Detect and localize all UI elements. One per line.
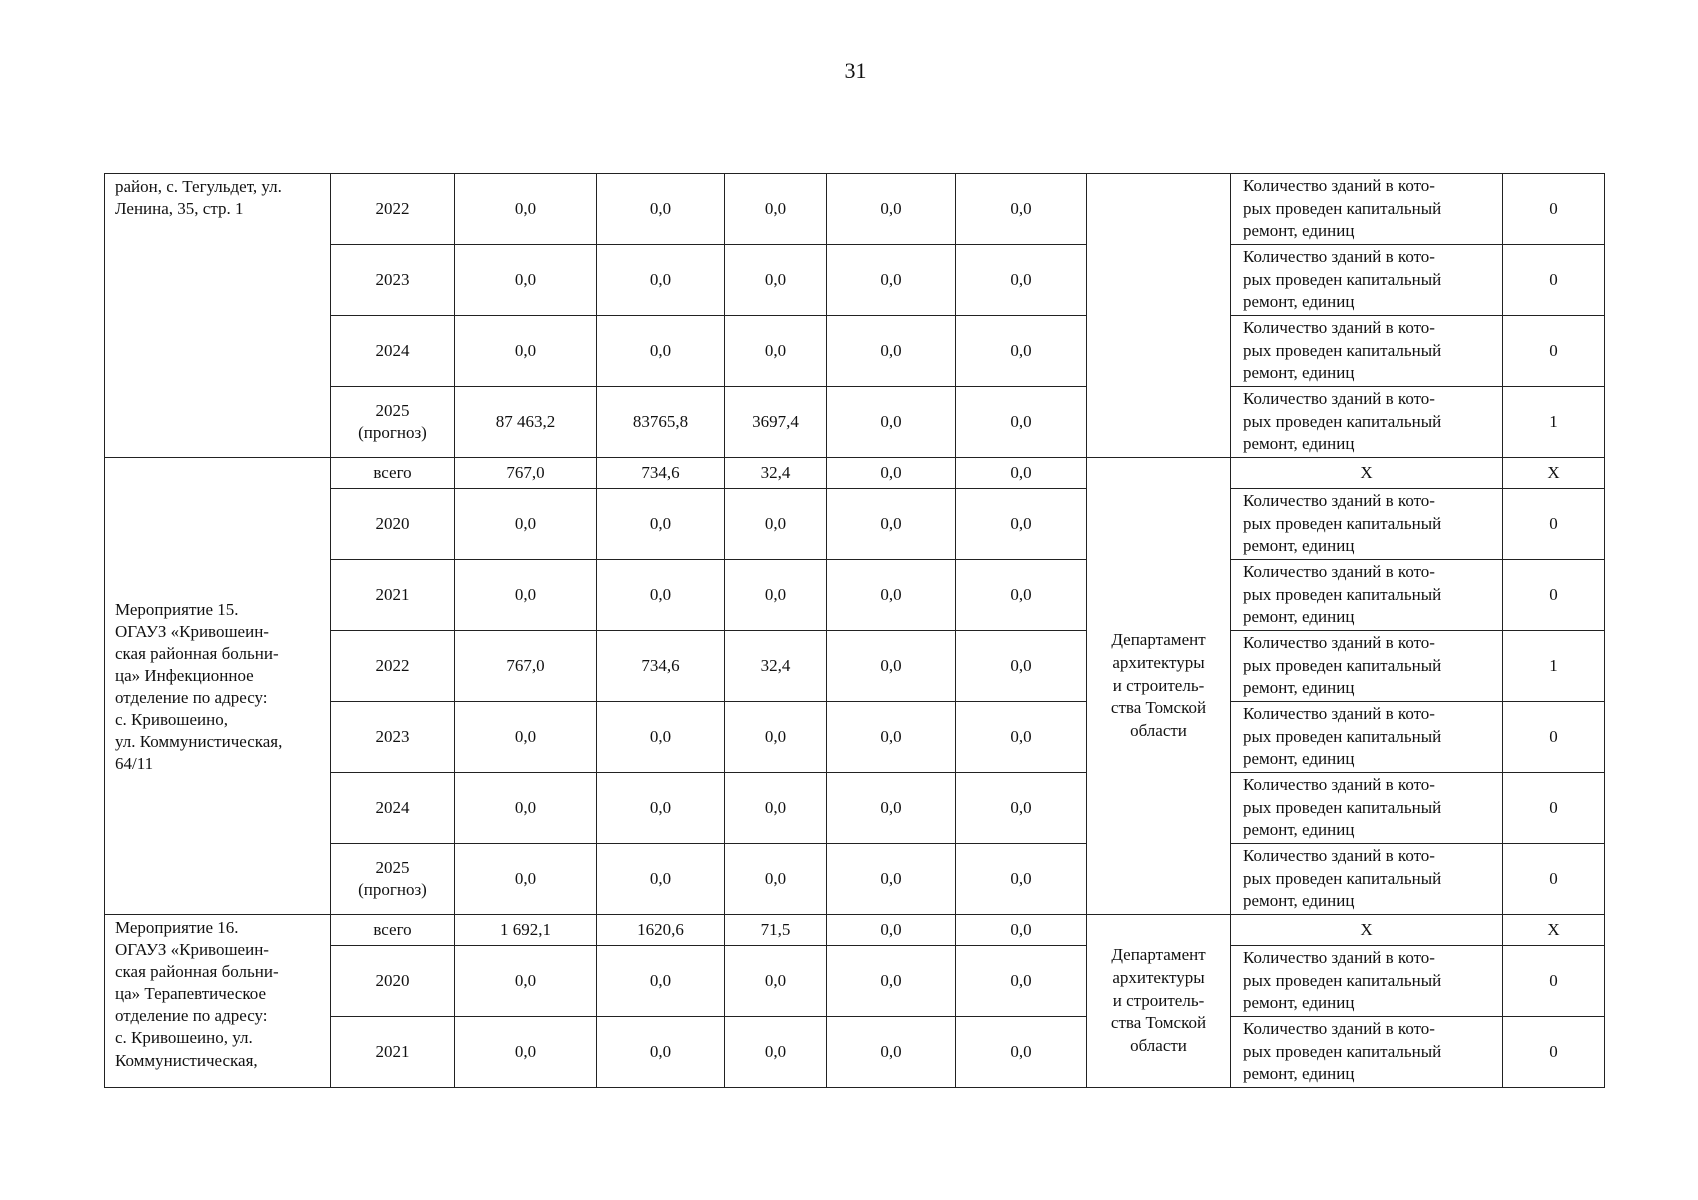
- indicator-cell: Количество зданий в кото- рых проведен капитальный ремонт, единиц: [1231, 1017, 1503, 1088]
- table-row: [105, 174, 1605, 245]
- federal-cell: 0,0: [597, 245, 725, 316]
- local-cell: 0,0: [827, 387, 956, 458]
- activity-name-cell: Мероприятие 15. ОГАУЗ «Кривошеин- ская районная больни- ца» Инфекционное отделение по адресу: с. Кривошеино, ул. Коммунистическая, 64/11: [105, 458, 331, 915]
- local-cell: 0,0: [827, 631, 956, 702]
- indicator-value-cell: 0: [1503, 560, 1605, 631]
- regional-cell: 3697,4: [725, 387, 827, 458]
- indicator-cell: Количество зданий в кото- рых проведен капитальный ремонт, единиц: [1231, 631, 1503, 702]
- other-cell: 0,0: [956, 316, 1087, 387]
- local-cell: 0,0: [827, 946, 956, 1017]
- indicator-cell: Количество зданий в кото- рых проведен капитальный ремонт, единиц: [1231, 174, 1503, 245]
- other-cell: 0,0: [956, 702, 1087, 773]
- federal-cell: 0,0: [597, 316, 725, 387]
- total-cell: 0,0: [455, 489, 597, 560]
- other-cell: 0,0: [956, 458, 1087, 489]
- department-cell: Департамент архитектуры и строитель- ства Томской области: [1087, 915, 1231, 1088]
- local-cell: 0,0: [827, 458, 956, 489]
- local-cell: 0,0: [827, 1017, 956, 1088]
- total-cell: 0,0: [455, 844, 597, 915]
- federal-cell: 1620,6: [597, 915, 725, 946]
- total-cell: 0,0: [455, 1017, 597, 1088]
- year-cell: 2021: [331, 560, 455, 631]
- local-cell: 0,0: [827, 489, 956, 560]
- year-cell: 2025 (прогноз): [331, 387, 455, 458]
- indicator-cell: Количество зданий в кото- рых проведен капитальный ремонт, единиц: [1231, 560, 1503, 631]
- regional-cell: 0,0: [725, 245, 827, 316]
- regional-cell: 32,4: [725, 631, 827, 702]
- year-cell: 2023: [331, 245, 455, 316]
- indicator-cell: Количество зданий в кото- рых проведен капитальный ремонт, единиц: [1231, 946, 1503, 1017]
- regional-cell: 0,0: [725, 946, 827, 1017]
- indicator-cell: Количество зданий в кото- рых проведен капитальный ремонт, единиц: [1231, 489, 1503, 560]
- regional-cell: 0,0: [725, 316, 827, 387]
- indicator-value-cell: 0: [1503, 489, 1605, 560]
- total-cell: 1 692,1: [455, 915, 597, 946]
- indicator-value-cell: 0: [1503, 702, 1605, 773]
- year-cell: всего: [331, 458, 455, 489]
- federal-cell: 0,0: [597, 560, 725, 631]
- local-cell: 0,0: [827, 844, 956, 915]
- local-cell: 0,0: [827, 915, 956, 946]
- year-cell: 2022: [331, 174, 455, 245]
- federal-cell: 83765,8: [597, 387, 725, 458]
- program-table: [104, 173, 1605, 1088]
- regional-cell: 71,5: [725, 915, 827, 946]
- total-cell: 767,0: [455, 458, 597, 489]
- indicator-value-cell: 1: [1503, 631, 1605, 702]
- local-cell: 0,0: [827, 702, 956, 773]
- indicator-value-cell: 0: [1503, 1017, 1605, 1088]
- total-cell: 0,0: [455, 174, 597, 245]
- other-cell: 0,0: [956, 915, 1087, 946]
- other-cell: 0,0: [956, 245, 1087, 316]
- other-cell: 0,0: [956, 489, 1087, 560]
- total-cell: 0,0: [455, 316, 597, 387]
- total-cell: 767,0: [455, 631, 597, 702]
- total-cell: 0,0: [455, 702, 597, 773]
- indicator-cell: Количество зданий в кото- рых проведен капитальный ремонт, единиц: [1231, 702, 1503, 773]
- local-cell: 0,0: [827, 245, 956, 316]
- local-cell: 0,0: [827, 316, 956, 387]
- local-cell: 0,0: [827, 773, 956, 844]
- year-cell: 2022: [331, 631, 455, 702]
- indicator-cell: Х: [1231, 915, 1503, 946]
- other-cell: 0,0: [956, 946, 1087, 1017]
- other-cell: 0,0: [956, 631, 1087, 702]
- regional-cell: 32,4: [725, 458, 827, 489]
- indicator-value-cell: 0: [1503, 245, 1605, 316]
- indicator-cell: Количество зданий в кото- рых проведен капитальный ремонт, единиц: [1231, 245, 1503, 316]
- indicator-value-cell: Х: [1503, 458, 1605, 489]
- activity-name-cell: район, с. Тегульдет, ул. Ленина, 35, стр. 1: [105, 174, 331, 458]
- table-body: [105, 174, 1605, 1088]
- table-row: [105, 915, 1605, 946]
- year-cell: 2020: [331, 946, 455, 1017]
- federal-cell: 734,6: [597, 458, 725, 489]
- total-cell: 0,0: [455, 560, 597, 631]
- regional-cell: 0,0: [725, 844, 827, 915]
- federal-cell: 0,0: [597, 773, 725, 844]
- year-cell: 2024: [331, 316, 455, 387]
- federal-cell: 0,0: [597, 844, 725, 915]
- federal-cell: 0,0: [597, 489, 725, 560]
- other-cell: 0,0: [956, 844, 1087, 915]
- regional-cell: 0,0: [725, 1017, 827, 1088]
- indicator-cell: Х: [1231, 458, 1503, 489]
- regional-cell: 0,0: [725, 560, 827, 631]
- regional-cell: 0,0: [725, 773, 827, 844]
- year-cell: всего: [331, 915, 455, 946]
- other-cell: 0,0: [956, 560, 1087, 631]
- total-cell: 0,0: [455, 946, 597, 1017]
- local-cell: 0,0: [827, 560, 956, 631]
- indicator-value-cell: 0: [1503, 946, 1605, 1017]
- regional-cell: 0,0: [725, 489, 827, 560]
- year-cell: 2023: [331, 702, 455, 773]
- year-cell: 2025 (прогноз): [331, 844, 455, 915]
- federal-cell: 0,0: [597, 702, 725, 773]
- department-cell: Департамент архитектуры и строитель- ства Томской области: [1087, 458, 1231, 915]
- federal-cell: 734,6: [597, 631, 725, 702]
- indicator-cell: Количество зданий в кото- рых проведен капитальный ремонт, единиц: [1231, 773, 1503, 844]
- indicator-cell: Количество зданий в кото- рых проведен капитальный ремонт, единиц: [1231, 387, 1503, 458]
- activity-name-cell: Мероприятие 16. ОГАУЗ «Кривошеин- ская районная больни- ца» Терапевтическое отделение по адресу: с. Кривошеино, ул. Коммунистическая,: [105, 915, 331, 1088]
- table-row: [105, 458, 1605, 489]
- year-cell: 2020: [331, 489, 455, 560]
- total-cell: 87 463,2: [455, 387, 597, 458]
- indicator-value-cell: Х: [1503, 915, 1605, 946]
- other-cell: 0,0: [956, 773, 1087, 844]
- other-cell: 0,0: [956, 387, 1087, 458]
- year-cell: 2021: [331, 1017, 455, 1088]
- other-cell: 0,0: [956, 174, 1087, 245]
- regional-cell: 0,0: [725, 702, 827, 773]
- department-cell: [1087, 174, 1231, 458]
- indicator-value-cell: 1: [1503, 387, 1605, 458]
- total-cell: 0,0: [455, 773, 597, 844]
- indicator-cell: Количество зданий в кото- рых проведен капитальный ремонт, единиц: [1231, 316, 1503, 387]
- indicator-value-cell: 0: [1503, 174, 1605, 245]
- indicator-value-cell: 0: [1503, 773, 1605, 844]
- year-cell: 2024: [331, 773, 455, 844]
- federal-cell: 0,0: [597, 946, 725, 1017]
- federal-cell: 0,0: [597, 1017, 725, 1088]
- page-number: 31: [844, 58, 867, 83]
- indicator-value-cell: 0: [1503, 316, 1605, 387]
- other-cell: 0,0: [956, 1017, 1087, 1088]
- federal-cell: 0,0: [597, 174, 725, 245]
- regional-cell: 0,0: [725, 174, 827, 245]
- total-cell: 0,0: [455, 245, 597, 316]
- indicator-value-cell: 0: [1503, 844, 1605, 915]
- local-cell: 0,0: [827, 174, 956, 245]
- indicator-cell: Количество зданий в кото- рых проведен капитальный ремонт, единиц: [1231, 844, 1503, 915]
